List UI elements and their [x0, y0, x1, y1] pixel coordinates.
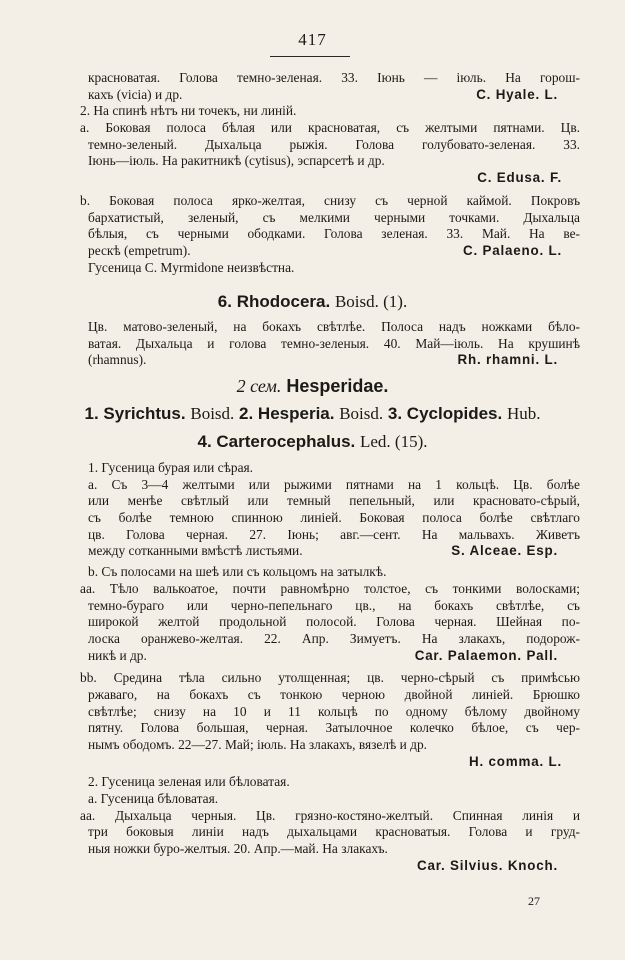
text-block-pieris-colias	[80, 70, 580, 276]
species-name: Car. Silvius. Knoch.	[416, 857, 558, 873]
key-item: a. Боковая полоса бѣлая или красноватая, съ желтыми пятнами. Цв.	[80, 120, 580, 136]
key-item: b. Боковая полоса ярко-желтая, снизу съ черной каймой. Покровъ	[80, 192, 580, 208]
species-name: S. Alceae. Esp.	[451, 543, 558, 559]
text-line: или менѣе свѣтлый или темный пепельный, или красновато-сѣрый,	[88, 493, 580, 509]
text-line: цв. Голова черная. 27. Іюнь; авг.—сент. На мальвахъ. Живетъ	[88, 526, 580, 542]
text-line: рескѣ (empetrum). C. Palaeno. L.	[88, 242, 562, 258]
text-line: три боковыя линіи надъ дыхальцами красноватыя. Голова и груд-	[88, 824, 580, 840]
text-line: бѣлыя, съ черными ободками. Голова зеленая. 33. Май. На ве-	[88, 226, 580, 242]
text-line: темно-зеленый. Дыхальца рыжія. Голова голубовато-зеленая. 33.	[88, 136, 580, 152]
species-name: C. Hyale. L.	[476, 86, 558, 102]
family-heading: 2 сем. Hesperidae.	[236, 376, 389, 396]
text-line: свѣтлѣе; снизу на 10 и 11 кольцѣ по одному бѣлому двойному	[88, 703, 580, 719]
text-line: съ болѣе темною спинною линіей. Боковая полоса болѣе свѣтлаго	[88, 510, 580, 526]
text-line: темно-бураго или черно-пепельнаго цв., на бокахъ свѣтлѣе, съ	[88, 597, 580, 613]
page-number: 417	[298, 30, 327, 49]
species-name: H. comma. L.	[469, 753, 562, 769]
text-line: лоска оранжево-желтая. 22. Апр. Зимуетъ. На злакахъ, подорож-	[88, 630, 580, 646]
key-item: 1. Гусеница бурая или сѣрая.	[88, 460, 254, 475]
key-item: a. Съ 3—4 желтыми или рыжими пятнами на 1 кольцѣ. Цв. болѣе	[88, 476, 580, 492]
text-line: кахъ (vicia) и др. C. Hyale. L.	[88, 86, 558, 102]
key-item: 2. На спинѣ нѣтъ ни точекъ, ни линій.	[80, 103, 297, 119]
species-name: Rh. rhamni. L.	[457, 352, 558, 368]
key-item: b. Съ полосами на шеѣ или съ кольцомъ на затылкѣ.	[88, 564, 387, 580]
text-line: ныя ножки буро-желтыя. 20. Апр.—май. На злакахъ.	[88, 841, 388, 857]
genera-line-2: 4. Carterocephalus. Led. (15).	[197, 432, 428, 451]
text-line: Іюнь—іюль. На ракитникѣ (cytisus), эспарсетѣ и др.	[88, 153, 385, 169]
key-item: bb. Средина тѣла сильно утолщенная; цв. черно-сѣрый съ примѣсью	[80, 670, 580, 686]
species-name: C. Edusa. F.	[477, 170, 562, 186]
key-item: aa. Дыхальца черныя. Цв. грязно-костяно-желтый. Спинная линія и	[80, 807, 580, 823]
key-item: aa. Тѣло валькоатое, почти равномѣрно толстое, съ тонкими волосками;	[80, 580, 580, 596]
genus-heading-rhodocera: 6. Rhodocera. Boisd. (1).	[217, 292, 408, 311]
key-item: 2. Гусеница зеленая или бѣловатая.	[88, 774, 290, 790]
text-line: Гусеница C. Myrmidone неизвѣстна.	[88, 259, 295, 275]
text-block-hesperidae	[80, 460, 580, 875]
text-line: Цв. матово-зеленый, на бокахъ свѣтлѣе. Полоса надъ ножками бѣло-	[88, 319, 580, 334]
key-item: a. Гусеница бѣловатая.	[88, 791, 219, 807]
text-line: красноватая. Голова темно-зеленая. 33. Іюнь — іюль. На горош-	[88, 70, 580, 85]
text-line: широкой желтой продольной полосой. Голова черная. Шейная по-	[88, 614, 580, 630]
text-line: никѣ и др. Car. Palaemon. Pall.	[88, 647, 558, 663]
signature-mark: 27	[528, 894, 540, 908]
text-line: нымъ ободомъ. 22—27. Май; іюль. На злакахъ, вязелѣ и др.	[88, 737, 428, 752]
genera-line-1: 1. Syrichtus. Boisd. 2. Hesperia. Boisd. 3. Cyclopides. Hub.	[84, 404, 541, 423]
header-rule	[270, 56, 350, 57]
text-line: (rhamnus). Rh. rhamni. L.	[88, 352, 558, 368]
text-line: между сотканными вмѣстѣ листьями. S. Alceae. Esp.	[88, 543, 558, 559]
text-line: ватая. Дыхальца и голова темно-зеленыя. 40. Май—іюль. На крушинѣ	[88, 335, 580, 351]
species-name: Car. Palaemon. Pall.	[414, 647, 558, 663]
text-line: пятну. Голова большая, черная. Затылочное колечко бѣлое, съ чер-	[88, 720, 580, 736]
text-block-rhodocera	[88, 319, 580, 369]
species-name: C. Palaeno. L.	[462, 242, 562, 258]
text-line: бархатистый, зеленый, съ мелкими черными точками. Дыхальца	[88, 209, 580, 225]
text-line: ржаваго, на бокахъ съ тонкою черною двойной линіей. Брюшко	[88, 686, 580, 702]
